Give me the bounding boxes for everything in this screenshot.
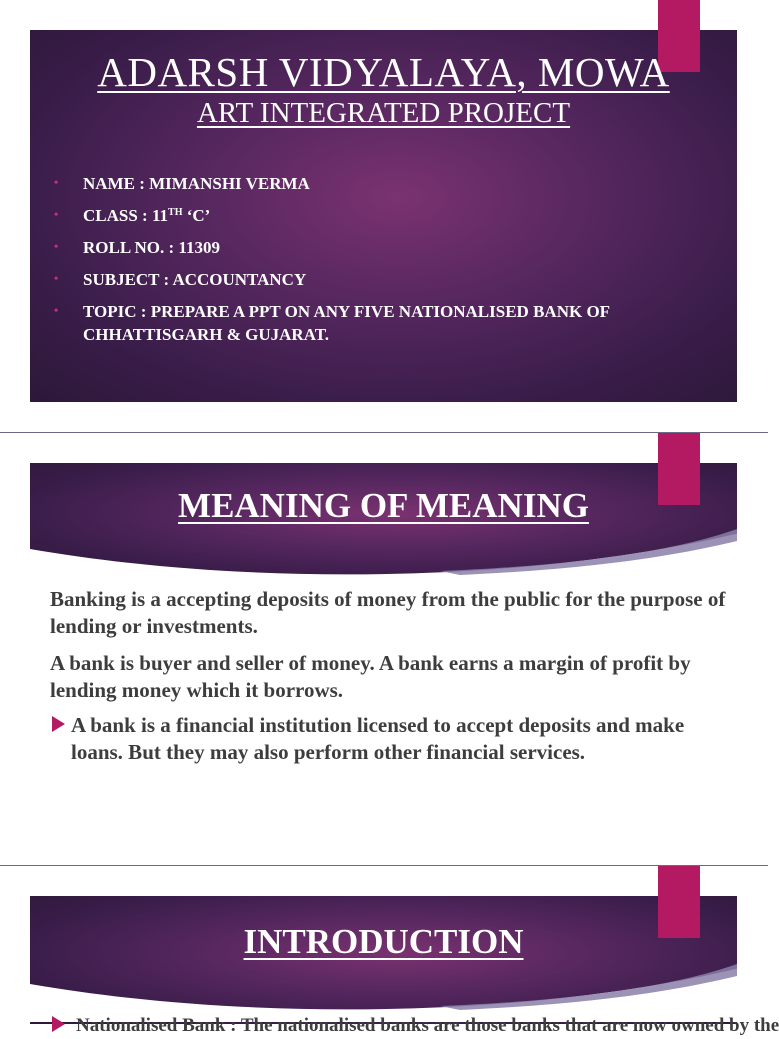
bullet-item: Nationalised Bank : The nationalised banks are those banks that are now owned by the (50, 1012, 740, 1039)
bullet-dot-icon: • (54, 175, 59, 189)
paragraph: A bank is buyer and seller of money. A bank earns a margin of profit by lending money which it borrows. (50, 651, 691, 702)
bullet-item: A bank is a financial institution licensed to accept deposits and make loans. But they may also perform other financial services. (50, 712, 730, 766)
school-title: ADARSH VIDYALAYA, MOWA (97, 49, 670, 95)
student-info-list (54, 172, 694, 355)
slide-heading: MEANING OF MEANING (178, 486, 589, 525)
slide-heading: INTRODUCTION (243, 922, 524, 961)
triangle-bullet-icon (52, 716, 65, 732)
bullet-dot-icon: • (54, 207, 59, 221)
project-subtitle: ART INTEGRATED PROJECT (196, 97, 571, 129)
triangle-bullet-icon (52, 1016, 65, 1032)
bullet-dot-icon: • (54, 303, 59, 317)
banner-wave-shape (30, 527, 740, 587)
info-item-topic: • TOPIC : PREPARE A PPT ON ANY FIVE NATIONALISED BANK OF CHHATTISGARH & GUJARAT. (54, 302, 610, 344)
slide-introduction (0, 866, 779, 1036)
bullet-dot-icon: • (54, 271, 59, 285)
info-item-class: • CLASS : 11TH ‘C’ (54, 206, 211, 225)
paragraph: Banking is a accepting deposits of money from the public for the purpose of lending or investments. (50, 587, 726, 638)
slide-meaning (0, 433, 768, 865)
info-item-subject: • SUBJECT : ACCOUNTANCY (54, 270, 307, 289)
info-item-name: • NAME : MIMANSHI VERMA (54, 174, 310, 193)
bullet-dot-icon: • (54, 239, 59, 253)
info-item-roll: • ROLL NO. : 11309 (54, 238, 220, 257)
slide-title (0, 0, 768, 432)
